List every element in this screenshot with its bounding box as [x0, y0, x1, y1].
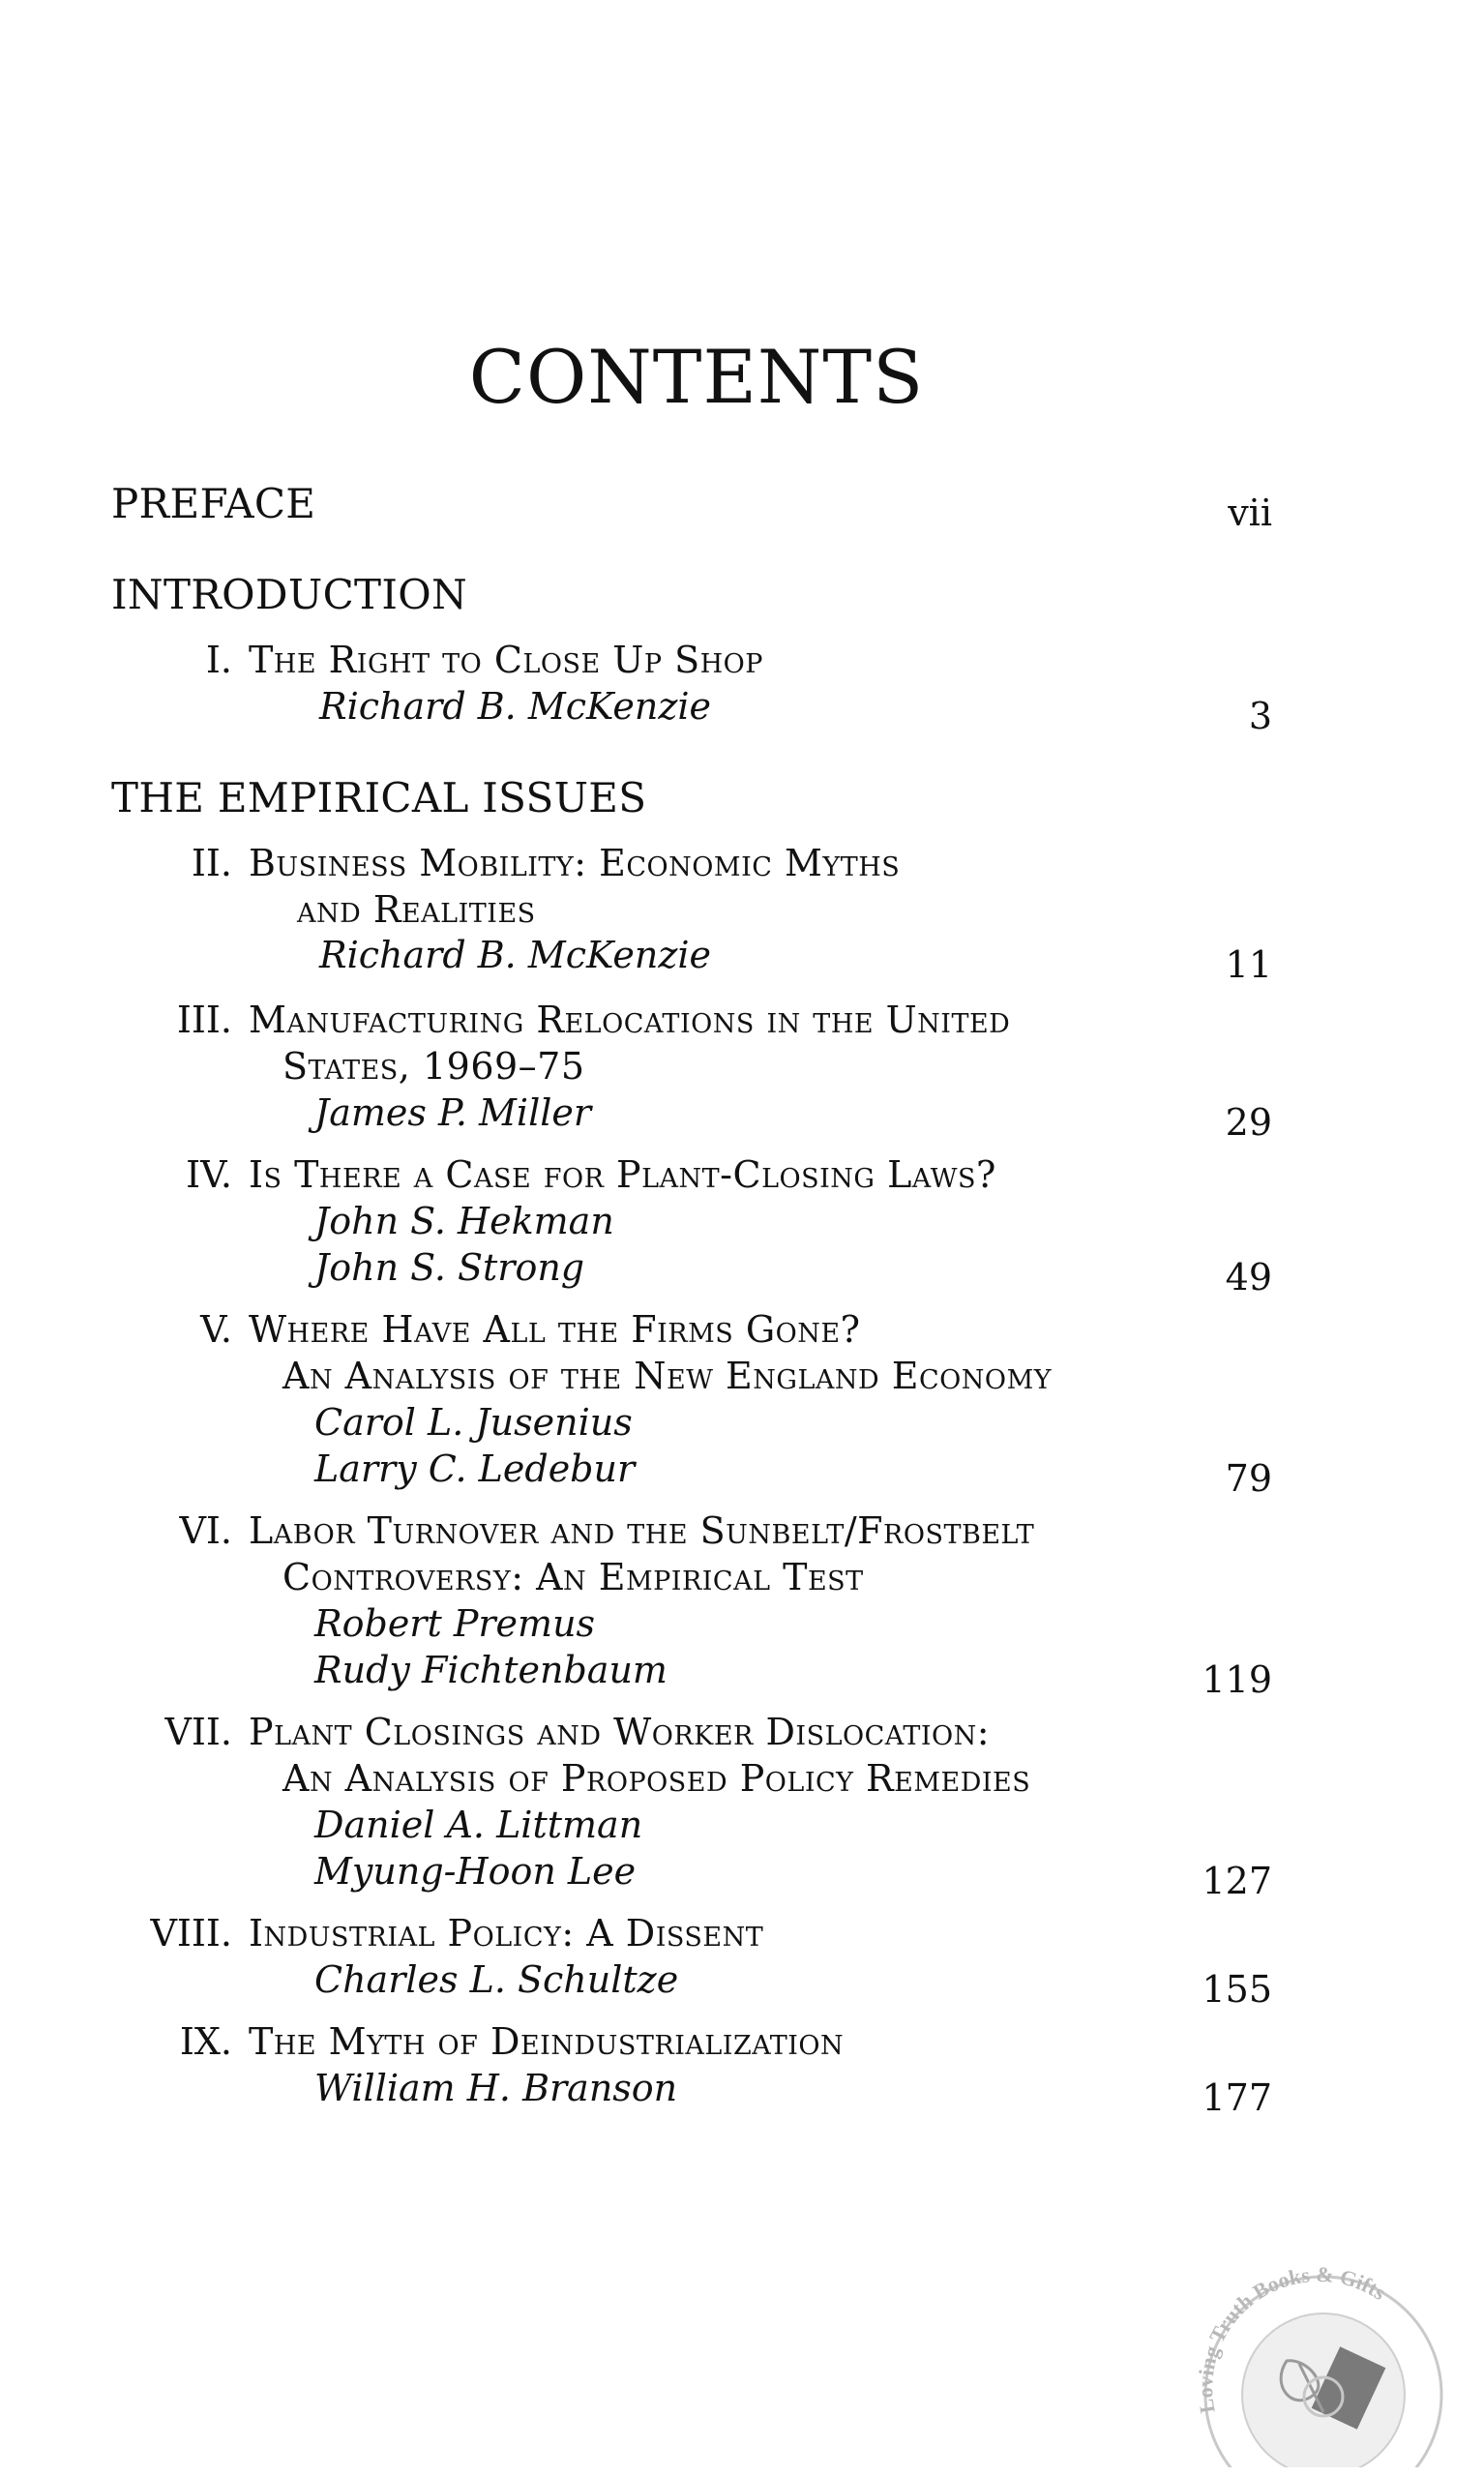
chapter-page-number: 11: [1225, 943, 1272, 986]
chapter-author: Rudy Fichtenbaum: [314, 1649, 668, 1691]
chapter-author: Robert Premus: [314, 1602, 596, 1645]
chapter-title: Plant Closings and Worker Dislocation:: [249, 1711, 991, 1753]
chapter-title: Business Mobility: Economic Myths: [249, 842, 901, 884]
preface-page-number: vii: [1228, 492, 1272, 534]
chapter-page-number: 177: [1202, 2076, 1272, 2119]
empirical-issues-heading: THE EMPIRICAL ISSUES: [111, 774, 647, 821]
chapter-author: Myung-Hoon Lee: [314, 1850, 637, 1893]
chapter-author: Larry C. Ledebur: [314, 1447, 636, 1490]
chapter-number: II.: [191, 842, 232, 884]
chapter-title: Labor Turnover and the Sunbelt/Frostbelt: [249, 1509, 1035, 1552]
chapter-number: I.: [205, 639, 232, 681]
chapter-title-continued: States, 1969–75: [282, 1045, 585, 1088]
chapter-page-number: 49: [1225, 1256, 1272, 1298]
chapter-title-continued: Controversy: An Empirical Test: [282, 1556, 864, 1598]
chapter-author: John S. Strong: [314, 1246, 585, 1289]
chapter-title-continued: An Analysis of the New England Economy: [282, 1355, 1053, 1397]
chapter-number: III.: [176, 999, 232, 1041]
introduction-heading: INTRODUCTION: [111, 571, 468, 618]
chapter-title: The Right to Close Up Shop: [249, 639, 763, 681]
chapter-page-number: 127: [1202, 1860, 1272, 1902]
chapter-page-number: 3: [1248, 695, 1272, 737]
chapter-page-number: 29: [1225, 1101, 1272, 1144]
chapter-author: William H. Branson: [314, 2067, 678, 2109]
chapter-number: IX.: [179, 2020, 232, 2063]
chapter-page-number: 119: [1202, 1658, 1272, 1701]
chapter-title: Manufacturing Relocations in the United: [249, 999, 1011, 1041]
chapter-number: VII.: [164, 1711, 232, 1753]
bookstore-stamp-logo: [1178, 2250, 1459, 2467]
chapter-author: James P. Miller: [314, 1091, 592, 1134]
chapter-page-number: 155: [1202, 1968, 1272, 2011]
chapter-title: The Myth of Deindustrialization: [249, 2020, 845, 2063]
chapter-author: Richard B. McKenzie: [319, 685, 712, 728]
chapter-author: Richard B. McKenzie: [319, 934, 712, 976]
chapter-title: Industrial Policy: A Dissent: [249, 1912, 764, 1955]
chapter-page-number: 79: [1225, 1457, 1272, 1500]
page-title: CONTENTS: [468, 334, 925, 420]
stamp-text: Loving Truth Books & Gifts: [1193, 2261, 1391, 2415]
chapter-title: Where Have All the Firms Gone?: [249, 1308, 861, 1351]
chapter-number: IV.: [186, 1153, 232, 1196]
chapter-number: VI.: [179, 1509, 232, 1552]
chapter-author: Daniel A. Littman: [314, 1804, 643, 1846]
chapter-author: Charles L. Schultze: [314, 1958, 679, 2001]
chapter-title-continued: and Realities: [297, 888, 536, 931]
chapter-number: V.: [200, 1308, 232, 1351]
chapter-author: Carol L. Jusenius: [314, 1401, 633, 1444]
chapter-number: VIII.: [150, 1912, 232, 1955]
chapter-title: Is There a Case for Plant-Closing Laws?: [249, 1153, 996, 1196]
chapter-author: John S. Hekman: [314, 1200, 614, 1242]
preface-heading: PREFACE: [111, 480, 316, 527]
chapter-title-continued: An Analysis of Proposed Policy Remedies: [282, 1757, 1031, 1800]
